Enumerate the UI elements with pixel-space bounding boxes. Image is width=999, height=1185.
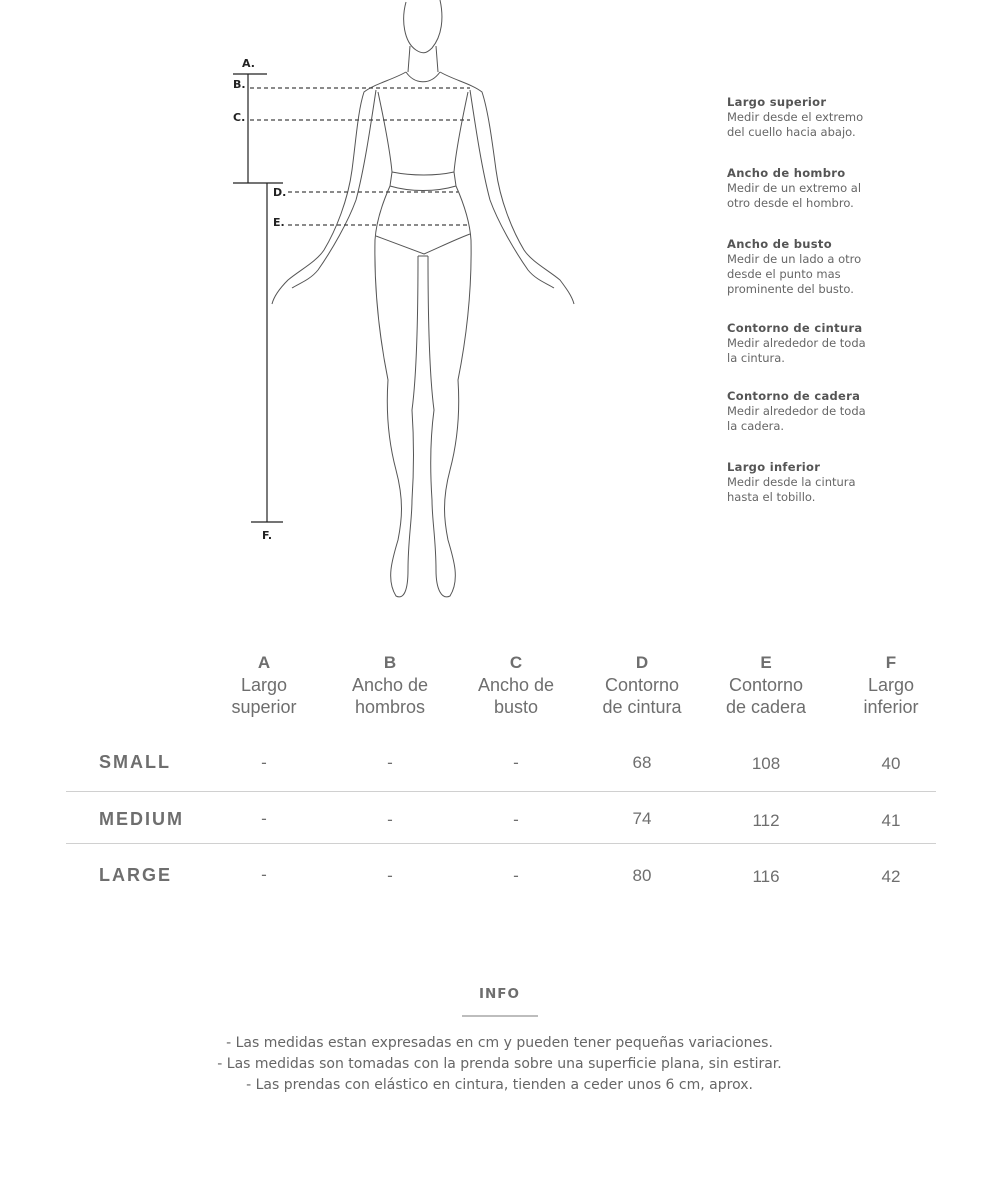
legend-desc-line: Medir desde la cintura <box>727 475 856 489</box>
row-divider <box>66 843 936 844</box>
mannequin-outline <box>272 0 574 597</box>
row-divider <box>66 791 936 792</box>
column-header-e <box>704 652 828 718</box>
legend-title: Ancho de busto <box>727 237 832 251</box>
table-cell: - <box>261 809 267 828</box>
column-label: inferior <box>863 697 919 717</box>
legend-desc-line: prominente del busto. <box>727 282 854 296</box>
column-label: Contorno <box>728 675 804 695</box>
table-cell: 80 <box>632 866 652 885</box>
column-label: Ancho de <box>477 675 555 695</box>
legend-desc-line: otro desde el hombro. <box>727 196 854 210</box>
column-label: superior <box>231 697 297 717</box>
column-header-b <box>328 652 452 718</box>
table-cell: 42 <box>881 867 901 886</box>
legend-title: Contorno de cintura <box>727 321 863 335</box>
legend-title: Contorno de cadera <box>727 389 861 403</box>
legend-title: Largo superior <box>727 95 827 109</box>
column-label: Contorno <box>604 675 680 695</box>
table-cell: 116 <box>752 867 780 886</box>
legend-desc-line: Medir alrededor de toda <box>727 336 866 350</box>
marker-b: B. <box>233 78 246 91</box>
table-row-medium <box>66 807 936 857</box>
column-label: busto <box>493 697 539 717</box>
column-header-d <box>580 652 704 718</box>
info-notes <box>0 1033 999 1096</box>
table-cell: - <box>513 810 519 829</box>
column-header-c <box>454 652 578 718</box>
table-cell: - <box>387 810 393 829</box>
legend-desc-line: Medir de un extremo al <box>727 181 862 195</box>
table-cell: - <box>387 753 393 772</box>
legend-desc-line: Medir desde el extremo <box>727 110 864 124</box>
marker-e: E. <box>273 216 285 229</box>
legend-item-largo-superior <box>727 95 917 140</box>
legend-desc-line: Medir alrededor de toda <box>727 404 866 418</box>
column-letter: F <box>885 653 897 672</box>
column-label: de cadera <box>725 697 807 717</box>
column-label: Largo <box>867 675 915 695</box>
column-letter: A <box>257 653 271 672</box>
legend-desc-line: hasta el tobillo. <box>727 490 816 504</box>
legend-desc-line: la cadera. <box>727 419 785 433</box>
column-label: de cintura <box>602 697 682 717</box>
column-label: Largo <box>240 675 288 695</box>
table-row-large <box>66 863 936 913</box>
info-divider <box>462 1015 538 1017</box>
column-header-a <box>202 652 326 718</box>
marker-a: A. <box>242 57 255 70</box>
legend-item-largo-inferior <box>727 460 917 505</box>
column-label: Ancho de <box>351 675 429 695</box>
info-line: - Las medidas son tomadas con la prenda sobre una superficie plana, sin estirar. <box>217 1056 782 1072</box>
size-label: LARGE <box>99 865 172 885</box>
info-title: INFO <box>478 986 521 1002</box>
table-cell: - <box>261 753 267 772</box>
column-header-f <box>829 652 953 718</box>
legend-item-ancho-hombro <box>727 166 917 211</box>
column-letter: E <box>760 653 772 672</box>
table-cell: 112 <box>752 811 780 830</box>
marker-d: D. <box>273 186 287 199</box>
size-label: MEDIUM <box>99 809 184 829</box>
table-row-small <box>66 750 936 800</box>
table-cell: - <box>513 866 519 885</box>
legend-item-contorno-cintura <box>727 321 917 366</box>
legend-desc-line: desde el punto mas <box>727 267 841 281</box>
table-cell: 108 <box>751 754 781 773</box>
table-cell: 68 <box>632 753 652 772</box>
legend-title: Ancho de hombro <box>727 166 846 180</box>
column-letter: B <box>383 653 397 672</box>
legend-item-ancho-busto <box>727 237 917 297</box>
table-cell: 74 <box>632 809 652 828</box>
table-cell: 40 <box>881 754 901 773</box>
column-label: hombros <box>354 697 426 717</box>
size-label: SMALL <box>99 752 171 772</box>
legend-item-contorno-cadera <box>727 389 917 434</box>
measurement-guides <box>233 74 470 522</box>
table-cell: - <box>387 866 393 885</box>
table-cell: - <box>513 753 519 772</box>
column-letter: D <box>635 653 649 672</box>
marker-f: F. <box>262 529 273 542</box>
column-letter: C <box>509 653 523 672</box>
info-line: - Las prendas con elástico en cintura, tienden a ceder unos 6 cm, aprox. <box>246 1077 753 1093</box>
marker-c: C. <box>233 111 246 124</box>
table-cell: 41 <box>881 811 901 830</box>
legend-desc-line: la cintura. <box>727 351 785 365</box>
table-cell: - <box>261 865 267 884</box>
legend-desc-line: del cuello hacia abajo. <box>727 125 856 139</box>
legend-title: Largo inferior <box>727 460 821 474</box>
legend-desc-line: Medir de un lado a otro <box>727 252 862 266</box>
info-line: - Las medidas estan expresadas en cm y pueden tener pequeñas variaciones. <box>226 1035 773 1051</box>
